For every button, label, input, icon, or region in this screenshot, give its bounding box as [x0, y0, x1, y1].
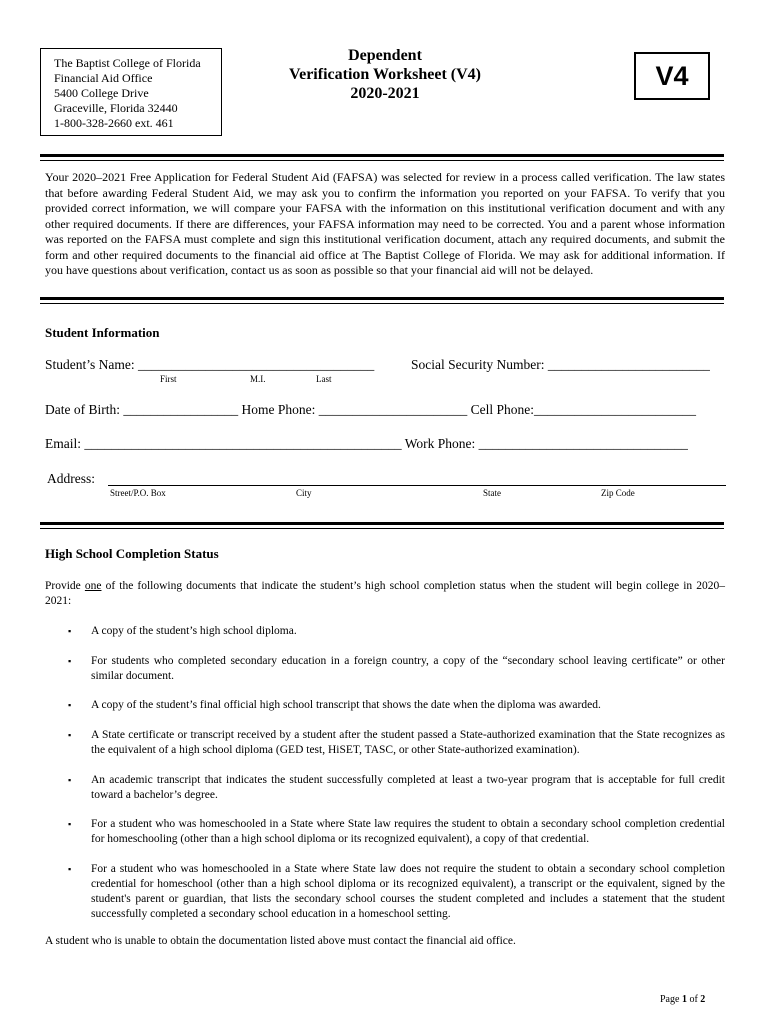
student-info-heading: Student Information	[45, 325, 160, 340]
office-address-box	[40, 48, 222, 136]
intro-paragraph: Your 2020–2021 Free Application for Federal Student Aid (FAFSA) was selected for review in a process called verification. The law states that before awarding Federal Student Aid, we may ask you to confirm the information you reported on your FAFSA. To verify that you provided correct information, we will compare your FAFSA with the information on this institutional verification document and with any other required documents. If there are differences, your FAFSA information may need to be corrected. You and a parent whose information was reported on the FAFSA must complete and sign this institutional verification document, attach any required documents, and submit the form and other required documents to the financial aid office at The Baptist College of Florida. We may ask for additional information. If you have questions about verification, contact us as soon as possible so that your financial aid will not be delayed.	[45, 170, 725, 277]
hs-heading: High School Completion Status	[45, 546, 219, 561]
list-item: For students who completed secondary education in a foreign country, a copy of the “secondary school leaving certificate” or other similar document.	[91, 655, 725, 682]
header-rule-thick	[40, 154, 724, 157]
version-badge-label: V4	[655, 60, 689, 91]
title-line-3: 2020-2021	[350, 85, 420, 102]
hs-intro-one: one	[84, 580, 102, 592]
bullet-icon: ▪	[68, 730, 72, 740]
hs-closing: A student who is unable to obtain the documentation listed above must contact the financial aid office.	[45, 935, 516, 947]
city-caption: City	[296, 488, 312, 498]
state-caption: State	[483, 488, 501, 498]
list-item: An academic transcript that indicates the student successfully completed at least a two-year program that is acceptable for full credit toward a bachelor’s degree.	[91, 774, 725, 801]
middle-initial-caption: M.I.	[250, 374, 266, 384]
office-street: 5400 College Drive	[54, 86, 149, 100]
page-number	[660, 994, 705, 1005]
hs-intro-pre: Provide	[45, 580, 85, 592]
college-name: The Baptist College of Florida	[54, 56, 201, 70]
hs-intro	[45, 579, 725, 609]
student-name-field[interactable]: Student’s Name: ___________________________________	[45, 357, 375, 372]
bullet-icon: ▪	[68, 656, 72, 666]
list-item: A copy of the student’s final official high school transcript that shows the date when the diploma was awarded.	[91, 699, 601, 711]
page-word: Page	[660, 994, 682, 1005]
first-name-caption: First	[160, 374, 177, 384]
street-caption: Street/P.O. Box	[110, 488, 166, 498]
title-line-2: Verification Worksheet (V4)	[289, 66, 481, 83]
address-label: Address:	[47, 471, 95, 486]
hs-intro-post: of the following documents that indicate the student’s high school completion status when the student will begin college in 2020–2021:	[45, 580, 725, 607]
bullet-icon: ▪	[68, 819, 72, 829]
list-item: For a student who was homeschooled in a State where State law requires the student to obtain a secondary school completion credential for homeschooling (other than a high school diploma or its recognized equivalent), a copy of that credential.	[91, 818, 725, 845]
student-rule-thick	[40, 522, 724, 525]
address-field[interactable]	[108, 485, 726, 486]
version-badge	[634, 52, 710, 100]
page-total: 2	[700, 994, 706, 1005]
page-of-word: of	[686, 994, 701, 1005]
student-rule-thin	[40, 528, 724, 529]
bullet-icon: ▪	[68, 864, 72, 874]
last-name-caption: Last	[316, 374, 332, 384]
office-phone: 1-800-328-2660 ext. 461	[54, 116, 174, 130]
list-item: For a student who was homeschooled in a State where State law does not require the student to obtain a secondary school completion credential for homeschool (other than a high school diploma or its recognized equivalent), a transcript or the equivalent, signed by the student's parent or guardian, that lists the secondary school courses the student completed and includes a statement that the student successfully completed a secondary school education in a homeschool setting.	[91, 863, 725, 920]
list-item: A copy of the student’s high school diploma.	[91, 625, 297, 637]
bullet-icon: ▪	[68, 775, 72, 785]
bullet-icon: ▪	[68, 626, 72, 636]
dob-phone-fields[interactable]: Date of Birth: _________________ Home Phone: ______________________ Cell Phone:________________________	[45, 402, 696, 417]
zip-caption: Zip Code	[601, 488, 635, 498]
intro-rule-thin	[40, 303, 724, 304]
page-current: 1	[681, 994, 687, 1005]
intro-rule-thick	[40, 297, 724, 300]
header-rule-thin	[40, 160, 724, 161]
email-work-phone-fields[interactable]: Email: _______________________________________________ Work Phone: _______________________________	[45, 436, 688, 451]
ssn-field[interactable]: Social Security Number: ________________________	[411, 357, 710, 372]
office-dept: Financial Aid Office	[54, 71, 153, 85]
bullet-icon: ▪	[68, 700, 72, 710]
title-line-1: Dependent	[348, 47, 422, 64]
form-title	[250, 46, 520, 103]
office-city: Graceville, Florida 32440	[54, 101, 178, 115]
list-item: A State certificate or transcript received by a student after the student passed a State-authorized examination that the State recognizes as the equivalent of a high school diploma (GED test, HiSET, TASC, or other State-authorized examination).	[91, 729, 725, 756]
